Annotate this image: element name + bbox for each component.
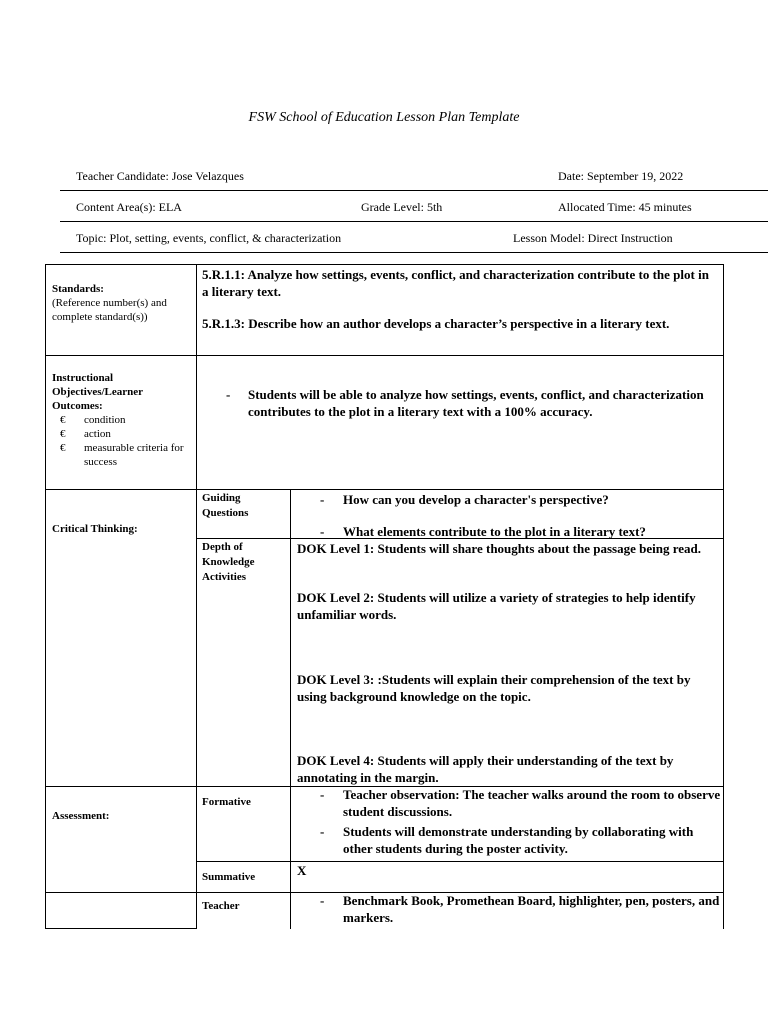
- dok-label: Depth of Knowledge Activities: [202, 541, 255, 583]
- table-col-divider-1: [196, 264, 197, 929]
- table-row-line: [45, 264, 724, 265]
- table-border-right: [723, 264, 724, 929]
- objective-bullet: [52, 441, 192, 469]
- dok-level-3: DOK Level 3: :Students will explain their comprehension of the text by using background knowledge on the topic.: [297, 672, 691, 704]
- allocated-time: Allocated Time: 45 minutes: [558, 200, 692, 214]
- formative-dash: -: [320, 787, 325, 802]
- formative-item-1: Teacher observation: The teacher walks around the room to observe student discussions.: [343, 787, 721, 819]
- materials-dash: -: [320, 893, 325, 908]
- header-divider-2: [60, 221, 768, 222]
- dok-level-2: DOK Level 2: Students will utilize a variety of strategies to help identify unfamiliar words.: [297, 590, 696, 622]
- objective-bullet: [52, 413, 192, 427]
- header-divider-1: [60, 190, 768, 191]
- objective-text: Students will be able to analyze how settings, events, conflict, and characterization contributes to the plot in a literary text with a 100% accuracy.: [248, 387, 704, 419]
- teacher-candidate: Teacher Candidate: Jose Velazques: [76, 169, 244, 183]
- grade-level: Grade Level: 5th: [361, 200, 443, 214]
- formative-item-2: Students will demonstrate understanding by collaborating with other students during the poster activity.: [343, 824, 694, 856]
- objectives-cell: [52, 371, 192, 469]
- table-row-line: [45, 355, 724, 356]
- guiding-question-1: How can you develop a character's perspective?: [343, 492, 609, 507]
- objective-dash: -: [226, 387, 231, 402]
- bullet-symbol: €: [60, 442, 66, 454]
- critical-thinking-label: Critical Thinking:: [52, 523, 138, 535]
- table-row-line: [45, 489, 724, 490]
- bullet-symbol: €: [60, 428, 66, 440]
- table-row-line: [45, 928, 196, 929]
- formative-dash: -: [320, 824, 325, 839]
- topic: Topic: Plot, setting, events, conflict, & characterization: [76, 231, 342, 245]
- dok-level-1: DOK Level 1: Students will share thoughts about the passage being read.: [297, 541, 702, 556]
- bullet-text: measurable criteria for success: [84, 442, 184, 468]
- document-title: FSW School of Education Lesson Plan Template: [248, 110, 520, 125]
- standard-item-2: 5.R.1.3: Describe how an author develops a character’s perspective in a literary text.: [202, 316, 670, 331]
- guiding-questions-label: Guiding Questions: [202, 492, 249, 519]
- assessment-label: Assessment:: [52, 810, 110, 822]
- lesson-model: Lesson Model: Direct Instruction: [513, 231, 673, 245]
- question-dash: -: [320, 492, 325, 507]
- bullet-text: action: [84, 428, 111, 440]
- standards-sublabel: (Reference number(s) and complete standard(s)): [52, 297, 167, 323]
- teacher-materials-label: Teacher: [202, 900, 240, 912]
- table-row-line: [196, 861, 724, 862]
- formative-label: Formative: [202, 796, 251, 808]
- table-col-divider-2: [290, 489, 291, 929]
- summative-value: X: [297, 863, 307, 878]
- content-area: Content Area(s): ELA: [76, 200, 182, 214]
- date: Date: September 19, 2022: [558, 169, 684, 183]
- question-dash: -: [320, 524, 325, 539]
- objectives-label: Instructional Objectives/Learner Outcomes:: [52, 372, 143, 412]
- standard-item-1: 5.R.1.1: Analyze how settings, events, conflict, and characterization contribute to the plot in a literary text.: [202, 267, 709, 299]
- objective-bullet: [52, 427, 192, 441]
- standards-label: Standards:: [52, 283, 104, 295]
- bullet-symbol: €: [60, 414, 66, 426]
- teacher-materials-text: Benchmark Book, Promethean Board, highlighter, pen, posters, and markers.: [343, 893, 720, 925]
- standards-cell: [52, 282, 192, 324]
- dok-level-4: DOK Level 4: Students will apply their understanding of the text by annotating in the margin.: [297, 753, 674, 785]
- summative-label: Summative: [202, 871, 256, 883]
- guiding-question-2: What elements contribute to the plot in a literary text?: [343, 524, 646, 539]
- header-divider-3: [60, 252, 768, 253]
- bullet-text: condition: [84, 414, 126, 426]
- table-border-left: [45, 264, 46, 929]
